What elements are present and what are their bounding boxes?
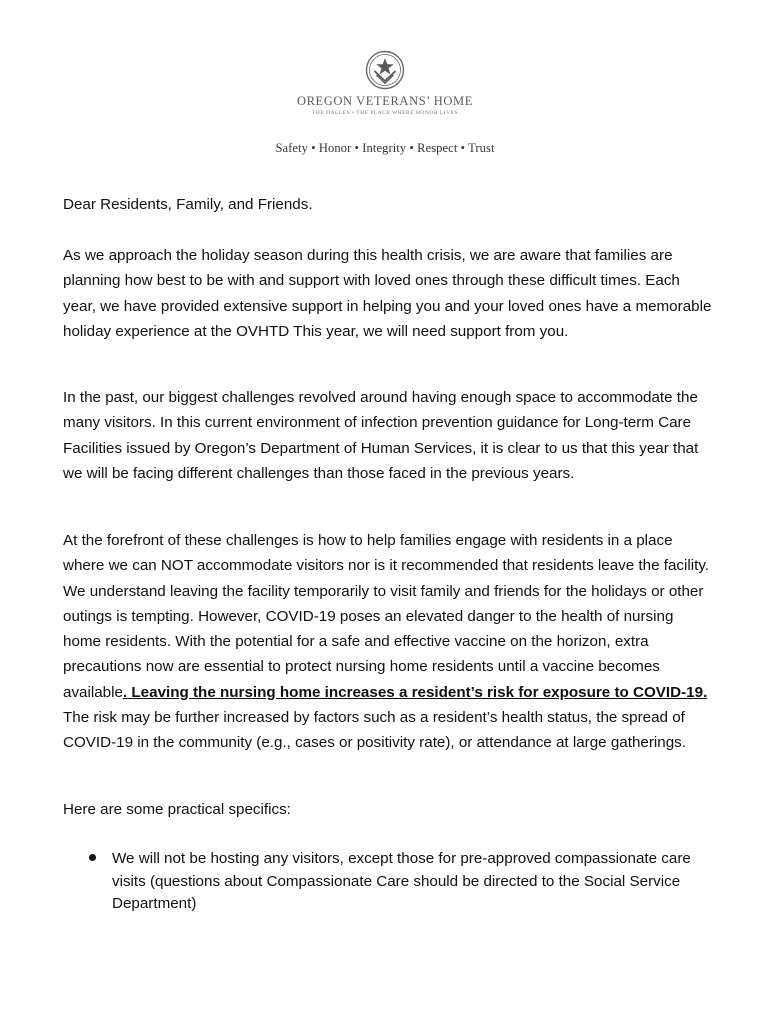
org-tagline: THE DALLES • THE PLACE WHERE HONOR LIVES (312, 110, 458, 116)
paragraph-3-text-end: The risk may be further increased by factors such as a resident’s health status, the spread of COVID-19 in the community (e.g., cases or positivity rate), or attendance at large gatherings. (63, 709, 686, 752)
paragraph-4: Here are some practical specifics: (63, 801, 291, 818)
paragraph-1: As we approach the holiday season during this health crisis, we are aware that families are planning how best to be with and support with loved ones through these difficult times. Each year, we have provided extensive support in helping you and your loved ones have a memorable holiday experience at the OVHTD This year, we will need support from you. (63, 247, 712, 340)
list-item (87, 848, 707, 916)
paragraph-3-text: At the forefront of these challenges is how to help families engage with residents in a place where we can NOT accommodate visitors nor is it recommended that residents leave the facility. We understand leaving the facility temporarily to visit family and friends for the holidays or other outings is tempting. However, COVID-19 poses an elevated danger to the health of nursing home residents. With the potential for a safe and effective vaccine on the horizon, extra precautions now are essential to protect nursing home residents until a vaccine becomes available (63, 532, 710, 701)
org-name: OREGON VETERANS’ HOME (296, 94, 474, 108)
paragraph-3 (63, 528, 713, 756)
values-line: Safety • Honor • Integrity • Respect • Trust (275, 141, 495, 155)
greeting: Dear Residents, Family, and Friends. (63, 196, 313, 213)
paragraph-3-emphasis: . Leaving the nursing home increases a resident’s risk for exposure to COVID-19. (122, 683, 708, 701)
bullet-list (87, 848, 707, 916)
paragraph-2: In the past, our biggest challenges revolved around having enough space to accommodate the many visitors. In this current environment of infection prevention guidance for Long-term Care Facilities issued by Oregon’s Department of Human Services, it is clear to us that this year that we will be facing different challenges than those faced in the previous years. (63, 389, 699, 482)
letterhead (0, 50, 770, 117)
list-item-text: We will not be hosting any visitors, except those for pre-approved compassionate care visits (questions about Compassionate Care should be directed to the Social Service Department) (112, 850, 691, 912)
star-shield-icon (365, 50, 405, 90)
bullet-dot-icon (89, 854, 96, 861)
